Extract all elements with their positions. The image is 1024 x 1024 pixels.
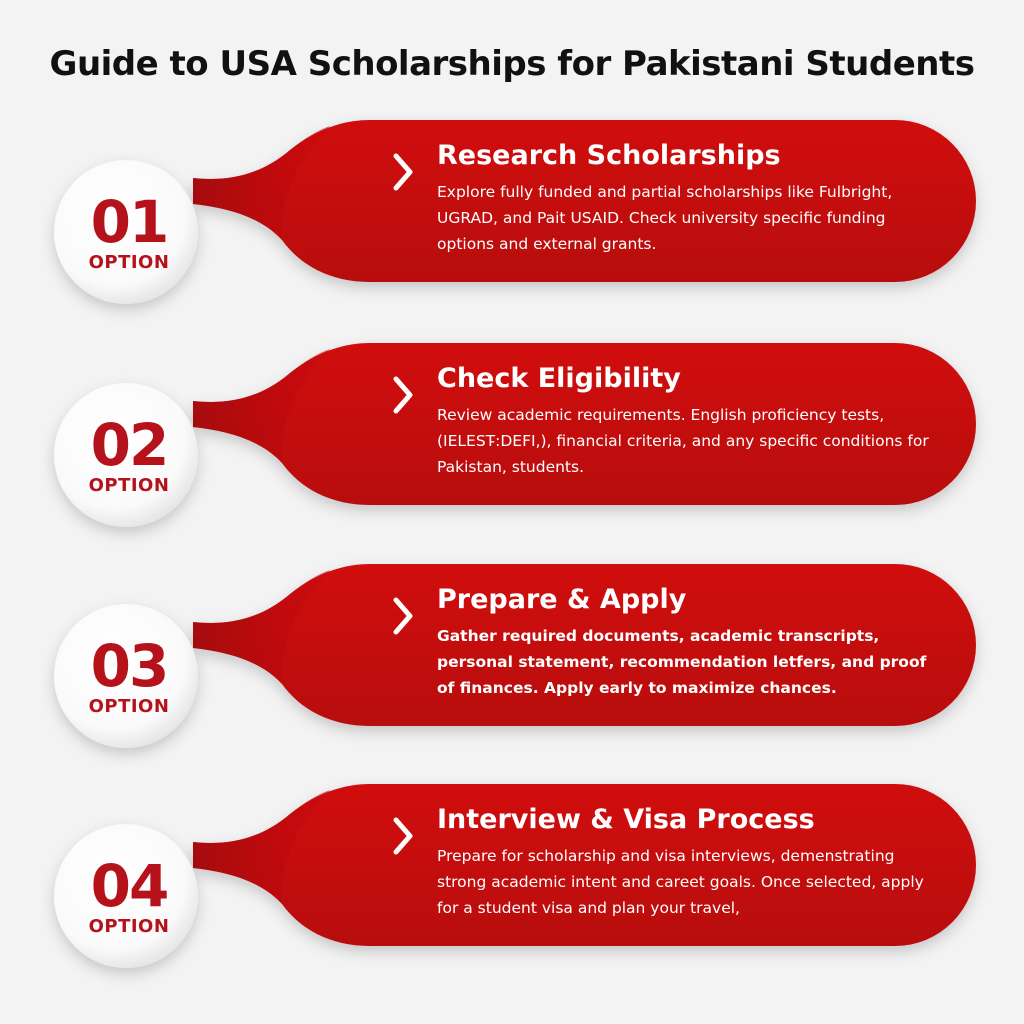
step-badge — [62, 188, 196, 274]
step-heading: Check Eligibility — [437, 363, 681, 394]
step-badge — [62, 852, 196, 938]
step-badge — [62, 632, 196, 718]
chevron-right-icon — [388, 373, 418, 417]
step-option-label: OPTION — [88, 696, 170, 717]
step-number: 03 — [90, 632, 168, 700]
step-number: 02 — [90, 411, 168, 479]
step-number: 04 — [90, 852, 168, 920]
step-card-2 — [0, 343, 1024, 543]
step-number: 01 — [90, 188, 168, 256]
step-heading: Prepare & Apply — [437, 584, 687, 615]
step-card-1 — [0, 120, 1024, 320]
chevron-right-icon — [388, 150, 418, 194]
chevron-right-icon — [388, 814, 418, 858]
page-title: Guide to USA Scholarships for Pakistani Students — [49, 44, 975, 84]
step-option-label: OPTION — [88, 475, 170, 496]
step-description: Gather required documents, academic transcripts, personal statement, recommendation letfers, and proof of finances. Apply early to maximize chances. — [437, 627, 927, 697]
step-description: Review academic requirements. English proficiency tests, (IELEST̵:DEFI,), financial criteria, and any specific conditions for Pakistan, students. — [437, 406, 929, 476]
step-card-3 — [0, 564, 1024, 764]
step-option-label: OPTION — [88, 916, 170, 937]
step-heading: Research Scholarships — [437, 140, 781, 171]
step-description: Explore fully funded and partial scholarships like Fulbright, UGRAD, and Pait USAID. Check university specific funding options and external grants. — [437, 183, 893, 253]
step-option-label: OPTION — [88, 252, 170, 273]
step-badge — [62, 411, 196, 497]
step-heading: Interview & Visa Process — [437, 804, 815, 835]
chevron-right-icon — [388, 594, 418, 638]
step-description: Prepare for scholarship and visa interviews, demenstrating strong academic intent and careet goals. Once selected, apply for a student visa and plan your travel, — [437, 847, 924, 917]
step-card-4 — [0, 784, 1024, 984]
